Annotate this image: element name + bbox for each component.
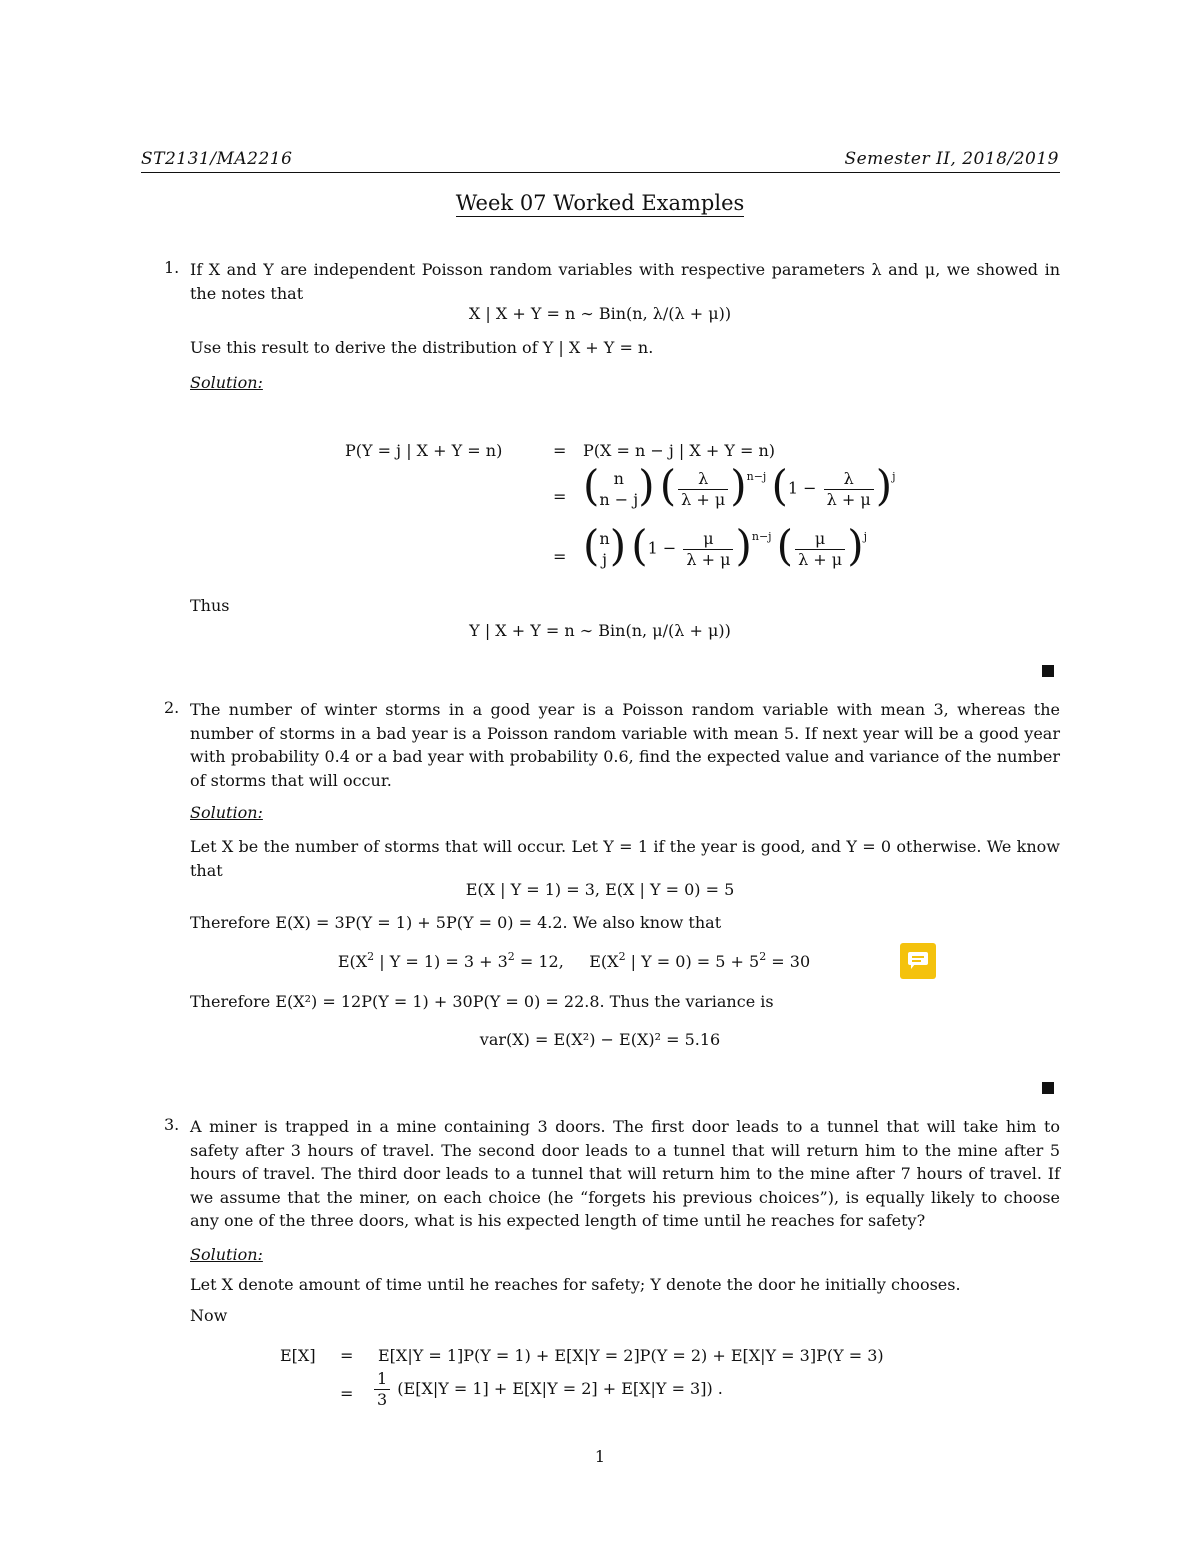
q1-qed-mark (1042, 665, 1054, 677)
comment-line-1 (912, 956, 924, 958)
q1-instruction: Use this result to derive the distribution of Y | X + Y = n. (190, 338, 654, 357)
q3-eq-sign-2: = (340, 1384, 354, 1403)
q1-eq-sign-1: = (553, 441, 567, 460)
q1-eq-row2: ( n n − j ) ( $\frac{\lambda}{\lambda + \mu}$ )$^{n-j}$ (1 − $\frac{\lambda}{\lambda + \mu}$ )$^j$ (583, 461, 896, 510)
q2-line4: Therefore E(X²) = 12P(Y = 1) + 30P(Y = 0) = 22.8. Thus the variance is (190, 992, 774, 1011)
q2-solution-label: Solution: (190, 803, 263, 822)
q1-solution-label: Solution: (190, 373, 263, 392)
q1-thus: Thus (190, 596, 230, 615)
q2-qed-mark (1042, 1082, 1054, 1094)
q1-conclusion: Y | X + Y = n ∼ Bin(n, μ/(λ + μ)) (469, 621, 731, 640)
q3-solution-label: Solution: (190, 1245, 263, 1264)
q2-eq3: var(X) = E(X²) − E(X)² = 5.16 (479, 1030, 721, 1049)
comment-bubble-tail (911, 964, 919, 969)
q3-eq-row2: $\frac{1}{3}$ (E[X|Y = 1] + E[X|Y = 2] + E[X|Y = 3]) . (372, 1369, 723, 1410)
q1-eq-lhs: P(Y = j | X + Y = n) (345, 441, 503, 460)
q1-eq-sign-2: = (553, 487, 567, 506)
q1-eq-sign-3: = (553, 547, 567, 566)
q3-text: A miner is trapped in a mine containing 3 doors. The first door leads to a tunnel that will take him to safety after 3 hours of travel. The second door leads to a tunnel that will return him to the mine after 5 hours of travel. The third door leads to a tunnel that will return him to the mine after 7 hours of travel. If we assume that the miner, on each choice (he “forgets his previous choices”), is equally likely to choose any one of the three doors, what is his expected length of time until he reaches for safety? (190, 1117, 1060, 1230)
q1-number: 1. (164, 258, 180, 277)
page-title (0, 191, 1200, 215)
comment-line-2 (912, 960, 921, 962)
q2-sol-text: Let X be the number of storms that will occur. Let Y = 1 if the year is good, and Y = 0 otherwise. We know that (190, 837, 1060, 880)
comment-note-icon[interactable] (900, 943, 936, 979)
q3-eq-row2-tail: (E[X|Y = 1] + E[X|Y = 2] + E[X|Y = 3]) . (397, 1379, 723, 1398)
q3-number: 3. (164, 1115, 180, 1134)
q3-sol-text: Let X denote amount of time until he reaches for safety; Y denote the door he initially chooses. (190, 1275, 961, 1294)
q3-eq-lhs: E[X] (280, 1346, 316, 1365)
q1-eq-row1: P(X = n − j | X + Y = n) (583, 441, 776, 460)
page-number: 1 (594, 1447, 606, 1466)
q1-eq-row3: ( n j ) (1 − $\frac{\mu}{\lambda + \mu}$ )$^{n-j}$ ( $\frac{\mu}{\lambda + \mu}$ )$^j$ (583, 521, 867, 570)
semester-label: Semester II, 2018/2019 (844, 149, 1059, 169)
q1-result: X | X + Y = n ∼ Bin(n, λ/(λ + μ)) (468, 304, 732, 323)
q2-eq1: E(X | Y = 1) = 3, E(X | Y = 0) = 5 (465, 880, 735, 899)
q1-text: If X and Y are independent Poisson random variables with respective parameters λ and μ, we showed in the notes that (190, 260, 1060, 303)
page-title-text: Week 07 Worked Examples (455, 191, 745, 215)
q2-line2: Therefore E(X) = 3P(Y = 1) + 5P(Y = 0) = 4.2. We also know that (190, 913, 722, 932)
q2-number: 2. (164, 698, 180, 717)
course-code: ST2131/MA2216 (141, 149, 293, 169)
q3-eq-row1: E[X|Y = 1]P(Y = 1) + E[X|Y = 2]P(Y = 2) + E[X|Y = 3]P(Y = 3) (378, 1346, 884, 1365)
header-rule (141, 172, 1060, 173)
q3-eq-sign-1: = (340, 1346, 354, 1365)
q2-text: The number of winter storms in a good year is a Poisson random variable with mean 3, whereas the number of storms in a bad year is a Poisson random variable with mean 5. If next year will be a good year with probability 0.4 or a bad year with probability 0.6, find the expected value and variance of the number of storms that will occur. (190, 700, 1060, 790)
q2-eq2: $E(X^2$ | $Y = 1) = 3 + 3^2 = 12$, $E(X^2$ | $Y = 0) = 5 + 5^2 = 30$ (337, 950, 811, 971)
q3-now: Now (190, 1306, 228, 1325)
